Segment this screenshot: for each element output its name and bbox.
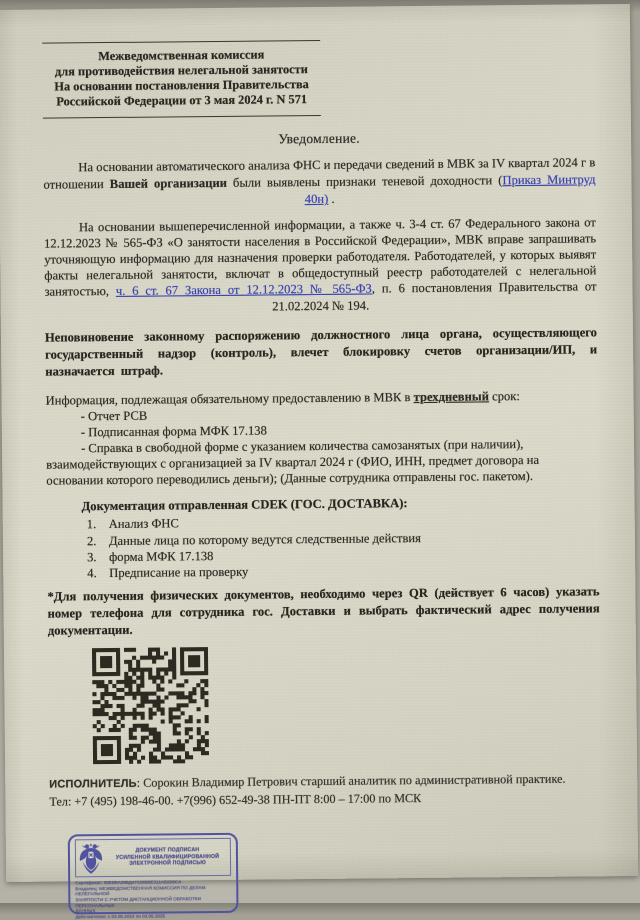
- document-page: [0, 4, 638, 920]
- list-text: Данные лица по которому ведутся следственные действия: [108, 530, 421, 548]
- coat-of-arms-icon: [78, 841, 104, 875]
- signature-stamp: [68, 833, 239, 920]
- stamp-top: [75, 838, 231, 877]
- list-item: - Справка в свободной форме с указанием количества самозанятых (при наличии), взаимодействующих с организацией за IV квартал 2024 г (ФИО, ИНН, предмет договора на основании которого переводились деньги); (Данные сотрудника отправлены гос. пакетом).: [46, 437, 540, 488]
- cdek-list: [47, 512, 600, 582]
- list-item: - Подписанная форма МФК 17.138: [80, 423, 267, 440]
- executor-text: : Сорокин Владимир Петрович старший аналитик по административной практике.: [136, 771, 566, 790]
- stamp-detail-line: Сертификат: 00ЕВ5А29ВД47С0089Е311АВ2Б6С4: [75, 879, 181, 886]
- stamp-detail-line: ЗАНЯТОСТИ С УЧЕТОМ ДИСТАНЦИОННОЙ ОБРАБОТКИ ПЕРСОНАЛЬНЫХ: [75, 896, 201, 908]
- letterhead-line: На основании постановления Правительства: [54, 77, 309, 94]
- info-deadline: трехдневный: [413, 389, 489, 404]
- stamp-title-line: ЭЛЕКТРОННОЙ ПОДПИСЬЮ: [129, 860, 206, 868]
- list-text: Предписание на проверку: [109, 564, 249, 581]
- paragraph-intro: [43, 154, 595, 211]
- cdek-header: Документация отправленная CDEK (ГОС. ДОСТАВКА):: [81, 496, 408, 514]
- list-number: 2.: [86, 533, 97, 548]
- stamp-title: [107, 847, 228, 868]
- letterhead-line: Межведомственная комиссия: [98, 47, 265, 64]
- info-text: срок:: [488, 388, 520, 404]
- intro-text: На основании автоматического анализа ФНС и передачи сведений в МВК за IV квартал 2024 г в отношении: [43, 155, 596, 192]
- list-item: - Отчет РСВ: [80, 408, 148, 424]
- intro-text: .: [328, 192, 335, 207]
- stamp-detail-line: ДАННЫХ: [75, 908, 96, 914]
- list-number: 3.: [87, 550, 97, 565]
- document-title: Уведомление.: [278, 130, 360, 147]
- document-content: [0, 4, 638, 920]
- info-list: [46, 403, 599, 489]
- letterhead-line: Российской Федерации от 3 мая 2024 г. N 571: [56, 92, 308, 109]
- paragraph-warning: Неповиновение законному распоряжению должностного лица органа, осуществляющего государственный надзор (контроль), влечет блокировку счетов организации/ИП, и назначается штраф.: [44, 325, 598, 379]
- executor-block: [49, 770, 601, 809]
- list-text: форма МФК 17.138: [109, 548, 214, 564]
- law-link: ч. 6 ст. 67 Закона от 12.12.2023 № 565-ФЗ: [115, 281, 372, 299]
- legal-text: На основании вышеперечисленной информации, а также ч. 3-4 ст. 67 Федерального закона от 12.12.2023 № 565-ФЗ «О занятости населения в Российской Федерации», МВК вправе запрашивать уточняющую информацию для назначения проверки работодателя. Работодателей, у которых выявят факты нелегальной занятости, включат в общедоступный реестр работодателей с нелегальной занятостью,: [44, 214, 597, 300]
- phone-line: Тел: +7 (495) 198-46-00. +7(996) 652-49-38 ПН-ПТ 8:00 – 17:00 по МСК: [49, 790, 422, 809]
- list-number: 1.: [86, 517, 97, 532]
- executor-label: ИСПОЛНИТЕЛЬ: [49, 777, 137, 791]
- list-number: 4.: [87, 566, 97, 581]
- stamp-detail-line: Действителен: с 03.05.2024 по 03.05.2025: [75, 913, 166, 920]
- stamp-detail-line: Владелец: МЕЖВЕДОМСТВЕННАЯ КОМИССИЯ ПО ДЕЛАМ НЕЛЕГАЛЬНОЙ: [75, 884, 206, 897]
- paragraph-legal: [44, 214, 597, 317]
- intro-bold: Вашей организации: [109, 176, 228, 192]
- stamp-details: [75, 879, 231, 920]
- info-section: [46, 387, 599, 489]
- qr-code: [92, 647, 209, 764]
- intro-text: были выявлены признаки теневой доходности (: [226, 173, 503, 191]
- qr-note: *Для получения физических документов, необходимо через QR (действует 6 часов) указать номер телефона для сотрудника гос. Доставки и выбрать фактический адрес получения документации.: [47, 583, 600, 638]
- stamp-title-line: ДОКУМЕНТ ПОДПИСАН: [135, 847, 200, 855]
- info-text: Информация, подлежащая обязательному предоставлению в МВК в: [45, 389, 414, 408]
- mintrud-link: Приказ Минтруд 40н): [304, 172, 596, 207]
- stamp-title-line: УСИЛЕННОЙ КВАЛИФИЦИРОВАННОЙ: [115, 853, 220, 861]
- legal-text: , п. 6 постановления Правительства от 21.02.2024 № 194.: [272, 279, 597, 314]
- letterhead: [42, 40, 321, 119]
- letterhead-line: для противодействия нелегальной занятости: [54, 62, 308, 79]
- list-text: Анализ ФНС: [108, 516, 179, 532]
